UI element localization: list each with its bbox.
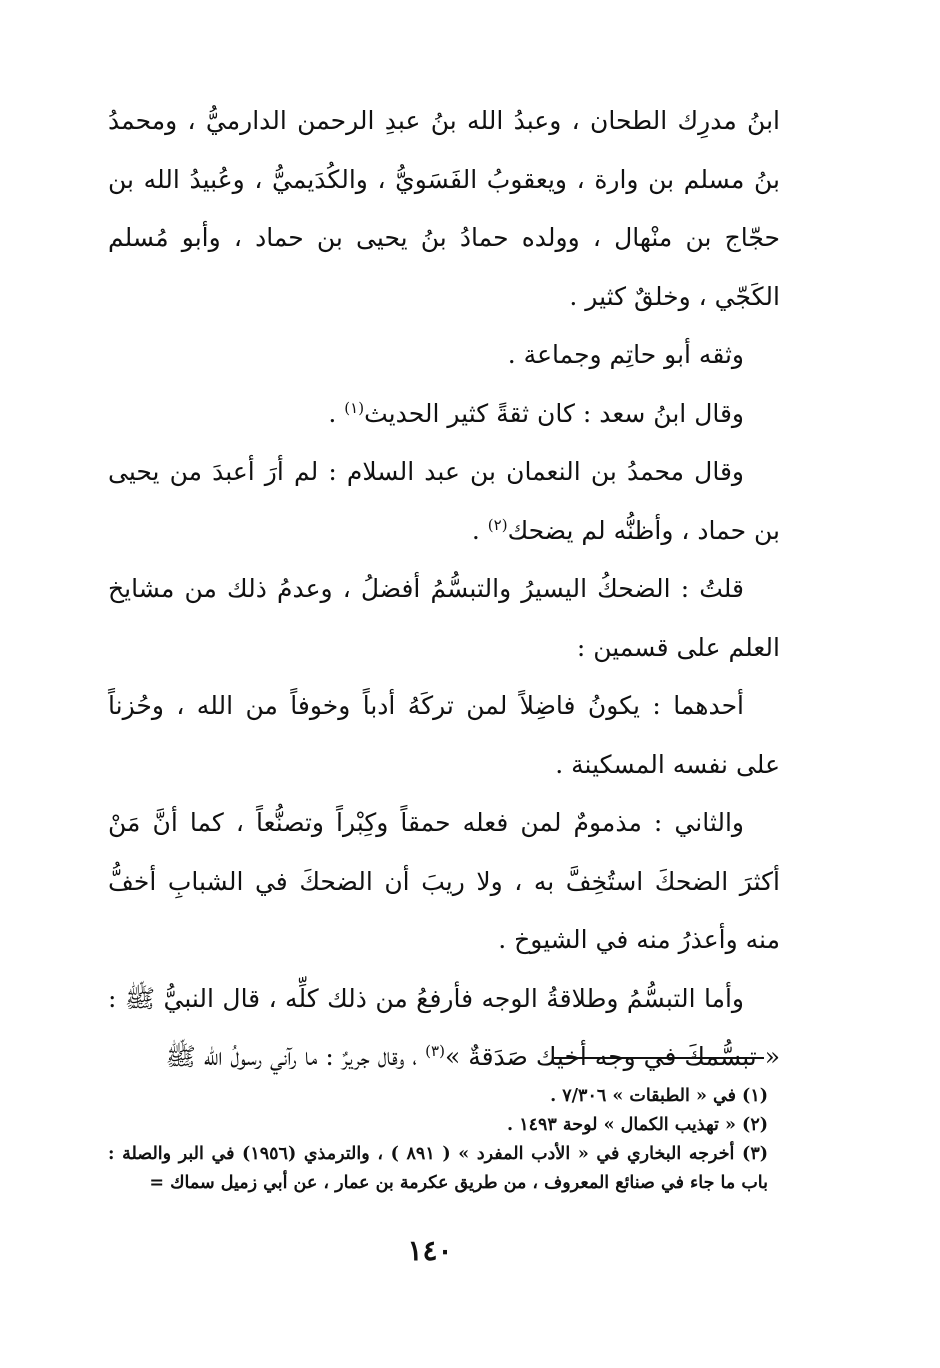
footnote-separator xyxy=(554,1057,764,1059)
paragraph-ibn-numan xyxy=(108,443,780,560)
paragraph-smile xyxy=(108,970,780,1087)
paragraph-narrators: ابنُ مدرِك الطحان ، وعبدُ الله بنُ عبدِ الرحمن الدارميُّ ، ومحمدُ بنُ مسلم بن وارة ، ويعقوبُ الفَسَويُّ ، والكُدَيميُّ ، وعُبيدُ الله بن حجّاج بن منْهال ، وولده حمادُ بنُ يحيى بن حماد ، وأبو مُسلم الكَجّي ، وخلقٌ كثير . xyxy=(108,106,780,311)
paragraph-qultu: قلتُ : الضحكُ اليسيرُ والتبسُّمُ أفضلُ ، وعدمُ ذلك من مشايخ العلم على قسمين : xyxy=(108,574,780,662)
page-number: ١٤٠ xyxy=(407,1234,453,1267)
jarir-text: ، وقال جريرٌ : ما رآني رسولُ الله ﷺ xyxy=(165,1042,418,1071)
ibn-numan-end: . xyxy=(471,515,488,545)
smile-text: وأما التبسُّمُ وطلاقةُ الوجه فأرفعُ من ذلك كلِّه ، قال النبيُّ ﷺ : « تبسُّمكَ في وجه أخيك صَدَقةٌ » xyxy=(108,983,780,1071)
footnote-marker-1: (١) xyxy=(344,398,365,417)
footnote-2: (٢) « تهذيب الكمال » لوحة ١٤٩٣ . xyxy=(507,1115,768,1135)
footnote-marker-3: (٣) xyxy=(425,1042,445,1060)
ibn-numan-text: وقال محمدُ بن النعمان بن عبد السلام : لم أرَ أعبدَ من يحيى بن حماد ، وأظنُّه لم يضحك xyxy=(108,457,780,545)
footnote-marker-2: (٢) xyxy=(487,515,508,534)
footnote-1: (١) في « الطبقات » ٧/٣٠٦ . xyxy=(550,1086,768,1106)
paragraph-abu-hatim: وثقه أبو حاتِم وجماعة . xyxy=(507,340,744,369)
paragraph-first-kind: أحدهما : يكونُ فاضِلاً لمن تركَهُ أدباً وخوفاً من الله ، وحُزناً على نفسه المسكينة . xyxy=(108,691,780,779)
ibn-saad-text: وقال ابنُ سعد : كان ثقةً كثير الحديث xyxy=(364,398,744,428)
ibn-saad-end: . xyxy=(328,398,345,428)
paragraph-second-kind: والثاني : مذمومٌ لمن فعله حمقاً وكِبْراً وتصنُّعاً ، كما أنَّ مَنْ أكثرَ الضحكَ استُخِفَّ به ، ولا ريبَ أن الضحكَ في الشبابِ أخفُّ منه وأعذرُ منه في الشيوخ . xyxy=(108,808,780,954)
main-text xyxy=(108,92,780,1087)
paragraph-ibn-saad xyxy=(108,385,780,444)
footnote-3: (٣) أخرجه البخاري في « الأدب المفرد » ( ٨٩١ ) ، والترمذي (١٩٥٦) في البر والصلة : باب ما جاء في صنائع المعروف ، من طريق عكرمة بن عمار ، عن أبي زميل سماك = xyxy=(108,1144,768,1193)
footnotes xyxy=(108,1082,768,1198)
